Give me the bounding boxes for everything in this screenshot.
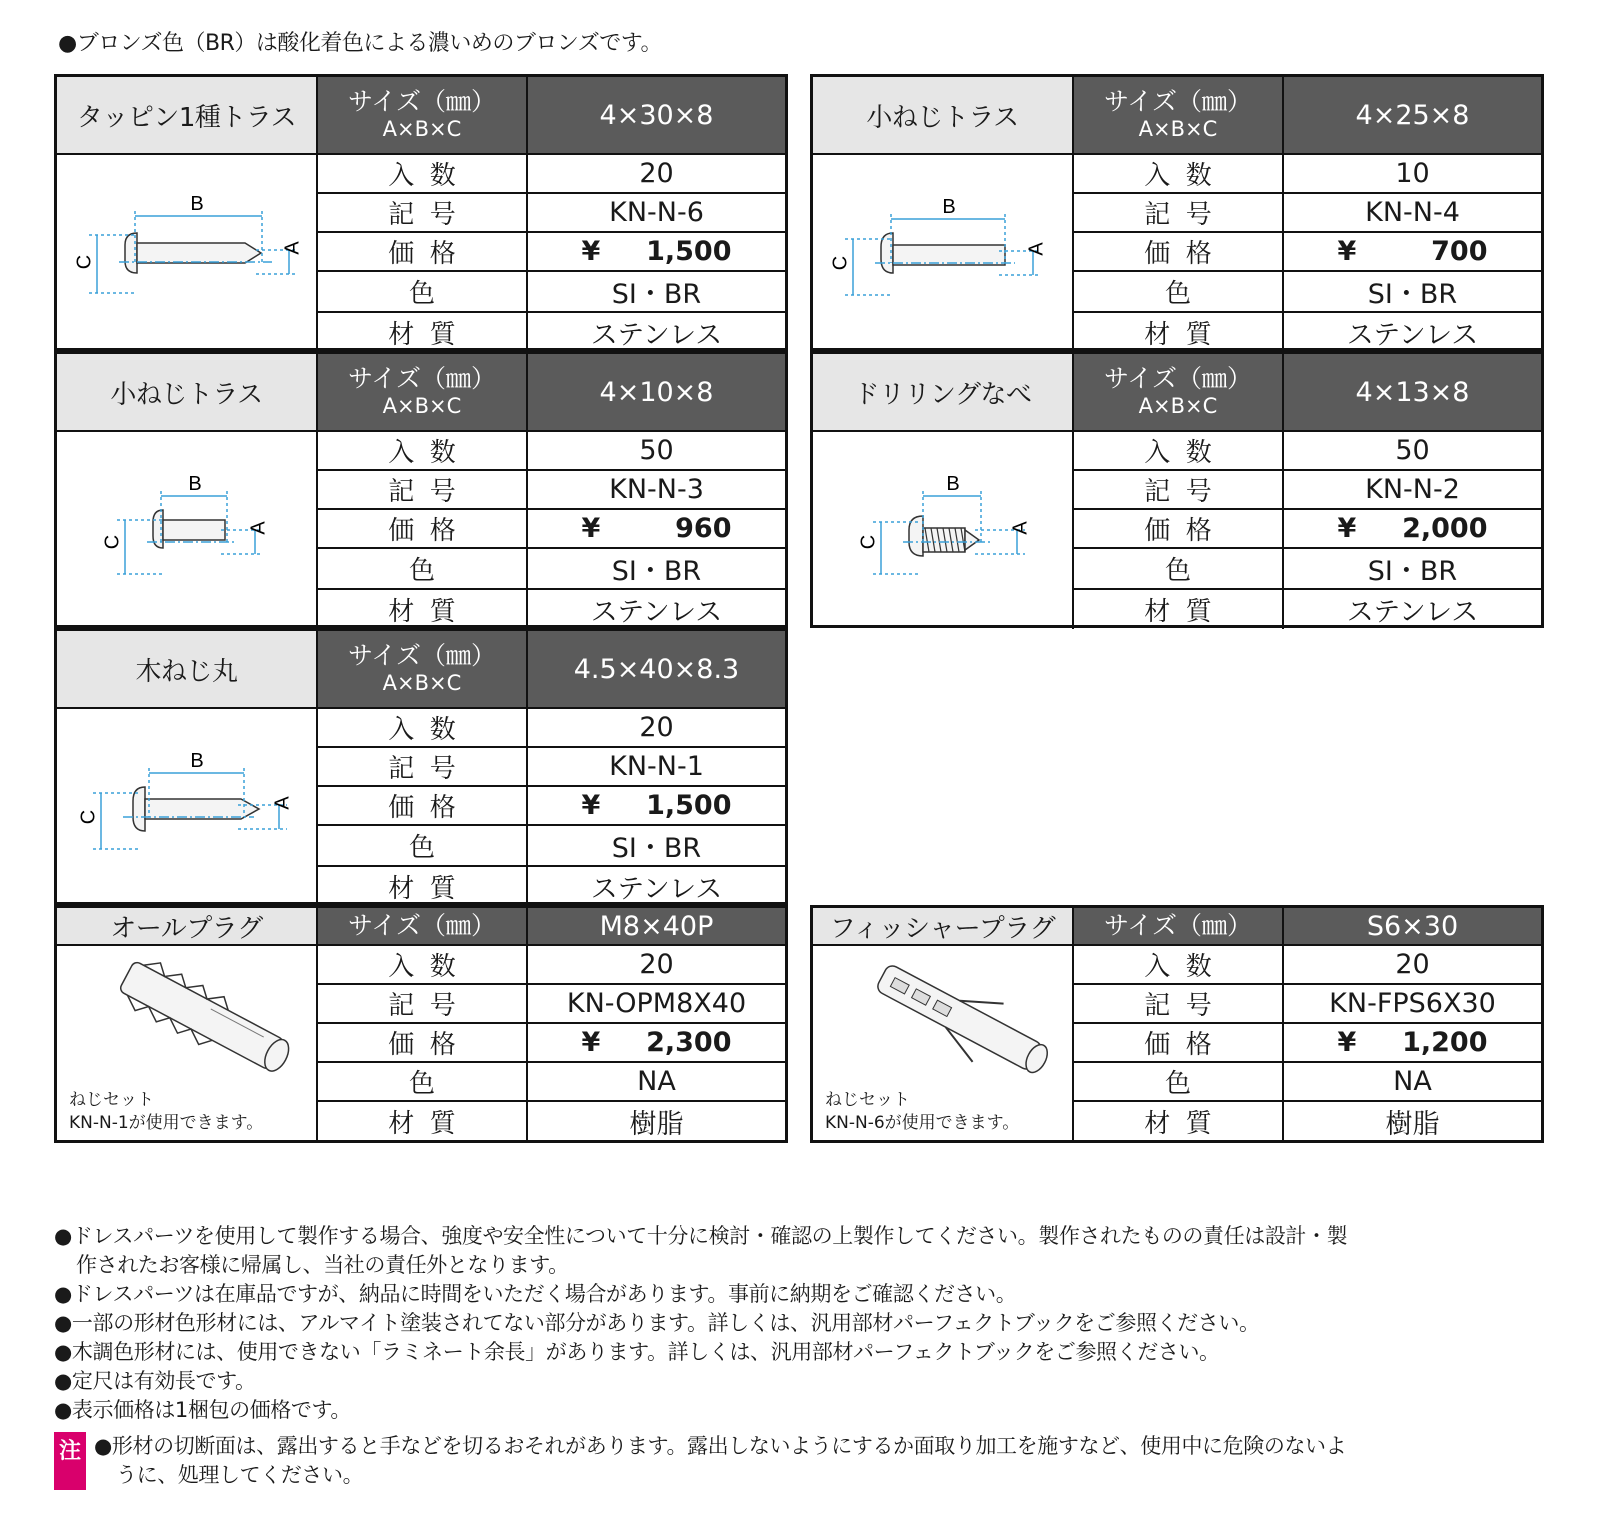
size-header [318, 908, 528, 946]
price-amount: 1,200 [1402, 1027, 1488, 1058]
color-value: SI・BR [528, 549, 785, 590]
dim-c-label: C [857, 534, 880, 550]
material-label: 材質 [318, 867, 528, 906]
qty-value: 20 [528, 709, 785, 748]
note-line: ●一部の形材色形材には、アルマイト塗装されてない部分があります。詳しくは、汎用部材パーフェクトブックをご参照ください。 [54, 1311, 1260, 1335]
code-label: 記号 [1074, 471, 1284, 510]
dim-a-label: A [247, 521, 270, 535]
yen-sign: ¥ [581, 790, 601, 821]
size-value: 4×25×8 [1284, 77, 1541, 155]
color-label: 色 [1074, 272, 1284, 313]
size-value: 4×10×8 [528, 354, 785, 432]
product-diagram [57, 709, 318, 906]
color-value: NA [528, 1063, 785, 1102]
qty-label: 入数 [318, 709, 528, 748]
price-amount: 700 [1431, 236, 1488, 267]
material-label: 材質 [318, 313, 528, 352]
code-label: 記号 [1074, 985, 1284, 1024]
yen-sign: ¥ [1337, 513, 1357, 544]
size-sub-label: A×B×C [382, 117, 462, 142]
product-name: 木ねじ丸 [57, 631, 318, 709]
code-value: KN-N-6 [528, 194, 785, 233]
size-label: サイズ（㎜） [1103, 911, 1252, 940]
color-label: 色 [318, 1063, 528, 1102]
code-label: 記号 [318, 471, 528, 510]
price-value [1338, 513, 1488, 544]
color-value: NA [1284, 1063, 1541, 1102]
code-value: KN-N-2 [1284, 471, 1541, 510]
price-label: 価格 [1074, 233, 1284, 272]
price-amount: 1,500 [646, 790, 732, 821]
product-card [810, 351, 1544, 628]
dim-b-label: B [942, 196, 956, 218]
size-value: M8×40P [528, 908, 785, 946]
code-label: 記号 [1074, 194, 1284, 233]
dim-c-label: C [829, 255, 852, 271]
qty-value: 50 [528, 432, 785, 471]
note-line: ●表示価格は1梱包の価格です。 [54, 1398, 352, 1422]
material-value: ステンレス [590, 874, 723, 905]
caution-line: ●形材の切断面は、露出すると手などを切るおそれがあります。露出しないようにするか面取り加工を施すなど、使用中に危険のないよ [94, 1434, 1347, 1458]
material-label: 材質 [318, 590, 528, 629]
size-value: S6×30 [1284, 908, 1541, 946]
screw-set-note [69, 1089, 263, 1135]
material-label: 材質 [1074, 590, 1284, 629]
price-label: 価格 [1074, 1024, 1284, 1063]
size-value: 4.5×40×8.3 [528, 631, 785, 709]
product-diagram [813, 155, 1074, 352]
price-amount: 960 [675, 513, 732, 544]
qty-label: 入数 [1074, 155, 1284, 194]
material-label: 材質 [1074, 313, 1284, 352]
code-value: KN-N-3 [528, 471, 785, 510]
product-name: オールプラグ [57, 908, 318, 946]
qty-value: 10 [1284, 155, 1541, 194]
size-sub-label: A×B×C [382, 394, 462, 419]
dim-a-label: A [1009, 521, 1032, 535]
note-detail: KN-N-6が使用できます。 [825, 1113, 1020, 1134]
size-label: サイズ（㎜） [347, 911, 496, 940]
note-title: ねじセット [825, 1090, 910, 1111]
dim-b-label: B [946, 473, 960, 495]
price-cell [528, 1024, 785, 1063]
color-value: SI・BR [1284, 549, 1541, 590]
size-label: サイズ（㎜） [347, 364, 496, 394]
color-label: 色 [1074, 549, 1284, 590]
material-value: 樹脂 [629, 1109, 684, 1140]
price-cell [528, 510, 785, 549]
color-label: 色 [1074, 1063, 1284, 1102]
size-label: サイズ（㎜） [1103, 364, 1252, 394]
size-sub-label: A×B×C [1138, 117, 1218, 142]
material-value: ステンレス [590, 320, 723, 351]
yen-sign: ¥ [1337, 236, 1357, 267]
screw-drawing [813, 432, 1070, 628]
product-diagram [57, 432, 318, 629]
material-label: 材質 [1074, 1102, 1284, 1141]
qty-value: 50 [1284, 432, 1541, 471]
yen-sign: ¥ [581, 513, 601, 544]
price-cell [1284, 233, 1541, 272]
price-value [582, 513, 732, 544]
qty-value: 20 [1284, 946, 1541, 985]
note-line: 作されたお客様に帰属し、当社の責任外となります。 [76, 1253, 569, 1277]
caution-text [94, 1432, 1346, 1490]
color-label: 色 [318, 826, 528, 867]
product-diagram [57, 155, 318, 352]
qty-value: 20 [528, 946, 785, 985]
price-label: 価格 [1074, 510, 1284, 549]
price-cell [1284, 510, 1541, 549]
product-card [54, 628, 788, 905]
yen-sign: ¥ [581, 1027, 601, 1058]
price-amount: 1,500 [646, 236, 732, 267]
note-title: ねじセット [69, 1090, 154, 1111]
dim-a-label: A [271, 796, 294, 810]
size-label: サイズ（㎜） [347, 87, 496, 117]
note-detail: KN-N-1が使用できます。 [69, 1113, 264, 1134]
size-header [318, 631, 528, 709]
dim-b-label: B [190, 193, 204, 215]
caution-badge: 注 [54, 1432, 86, 1490]
product-name: フィッシャープラグ [813, 908, 1074, 946]
qty-value: 20 [528, 155, 785, 194]
price-value [1338, 236, 1488, 267]
material-label: 材質 [318, 1102, 528, 1141]
screw-drawing [57, 155, 314, 351]
price-label: 価格 [318, 1024, 528, 1063]
code-value: KN-FPS6X30 [1284, 985, 1541, 1024]
note-line: ●木調色形材には、使用できない「ラミネート余長」があります。詳しくは、汎用部材パーフェクトブックをご参照ください。 [54, 1340, 1220, 1364]
size-value: 4×13×8 [1284, 354, 1541, 432]
dim-a-label: A [281, 241, 304, 255]
price-value [582, 790, 732, 821]
size-header [318, 354, 528, 432]
price-cell [528, 787, 785, 826]
product-name: ドリリングなべ [813, 354, 1074, 432]
note-line: ●ドレスパーツを使用して製作する場合、強度や安全性について十分に検討・確認の上製作してください。製作されたものの責任は設計・製 [54, 1224, 1348, 1248]
price-label: 価格 [318, 233, 528, 272]
yen-sign: ¥ [1337, 1027, 1357, 1058]
size-header [318, 77, 528, 155]
price-amount: 2,300 [646, 1027, 732, 1058]
code-value: KN-N-1 [528, 748, 785, 787]
code-label: 記号 [318, 194, 528, 233]
material-value: ステンレス [1346, 597, 1479, 628]
price-value [1338, 1027, 1488, 1058]
product-name: タッピン1種トラス [57, 77, 318, 155]
product-name: 小ねじトラス [57, 354, 318, 432]
product-diagram [813, 432, 1074, 629]
color-label: 色 [318, 272, 528, 313]
product-card [54, 905, 788, 1143]
size-header [1074, 77, 1284, 155]
qty-label: 入数 [318, 155, 528, 194]
price-label: 価格 [318, 787, 528, 826]
price-label: 価格 [318, 510, 528, 549]
yen-sign: ¥ [581, 236, 601, 267]
price-value [582, 1027, 732, 1058]
product-diagram [57, 946, 318, 1141]
product-card [54, 74, 788, 351]
caution-line: うに、処理してください。 [116, 1463, 364, 1487]
product-card [810, 905, 1544, 1143]
product-card [810, 74, 1544, 351]
size-sub-label: A×B×C [1138, 394, 1218, 419]
code-value: KN-OPM8X40 [528, 985, 785, 1024]
color-value: SI・BR [1284, 272, 1541, 313]
price-value [582, 236, 732, 267]
size-sub-label: A×B×C [382, 671, 462, 696]
qty-label: 入数 [1074, 432, 1284, 471]
screw-drawing [57, 709, 314, 905]
product-name: 小ねじトラス [813, 77, 1074, 155]
dim-a-label: A [1025, 242, 1048, 256]
bronze-note: ●ブロンズ色（BR）は酸化着色による濃いめのブロンズです。 [58, 31, 662, 56]
size-label: サイズ（㎜） [1103, 87, 1252, 117]
color-value: SI・BR [528, 272, 785, 313]
screw-drawing [813, 155, 1070, 351]
qty-label: 入数 [318, 432, 528, 471]
screw-set-note [825, 1089, 1019, 1135]
dim-c-label: C [101, 534, 124, 550]
dim-c-label: C [73, 254, 96, 270]
size-label: サイズ（㎜） [347, 641, 496, 671]
price-amount: 2,000 [1402, 513, 1488, 544]
qty-label: 入数 [318, 946, 528, 985]
material-value: ステンレス [590, 597, 723, 628]
code-label: 記号 [318, 985, 528, 1024]
product-diagram [813, 946, 1074, 1141]
material-value: ステンレス [1346, 320, 1479, 351]
notes-block [54, 1222, 1347, 1425]
price-cell [1284, 1024, 1541, 1063]
product-card [54, 351, 788, 628]
code-value: KN-N-4 [1284, 194, 1541, 233]
dim-b-label: B [188, 473, 202, 495]
qty-label: 入数 [1074, 946, 1284, 985]
size-header [1074, 354, 1284, 432]
dim-b-label: B [190, 750, 204, 772]
code-label: 記号 [318, 748, 528, 787]
dim-c-label: C [77, 809, 100, 825]
color-label: 色 [318, 549, 528, 590]
size-header [1074, 908, 1284, 946]
size-value: 4×30×8 [528, 77, 785, 155]
note-line: ●ドレスパーツは在庫品ですが、納品に時間をいただく場合があります。事前に納期をご確認ください。 [54, 1282, 1017, 1306]
screw-drawing [57, 432, 314, 628]
note-line: ●定尺は有効長です。 [54, 1369, 256, 1393]
color-value: SI・BR [528, 826, 785, 867]
price-cell [528, 233, 785, 272]
material-value: 樹脂 [1385, 1109, 1440, 1140]
